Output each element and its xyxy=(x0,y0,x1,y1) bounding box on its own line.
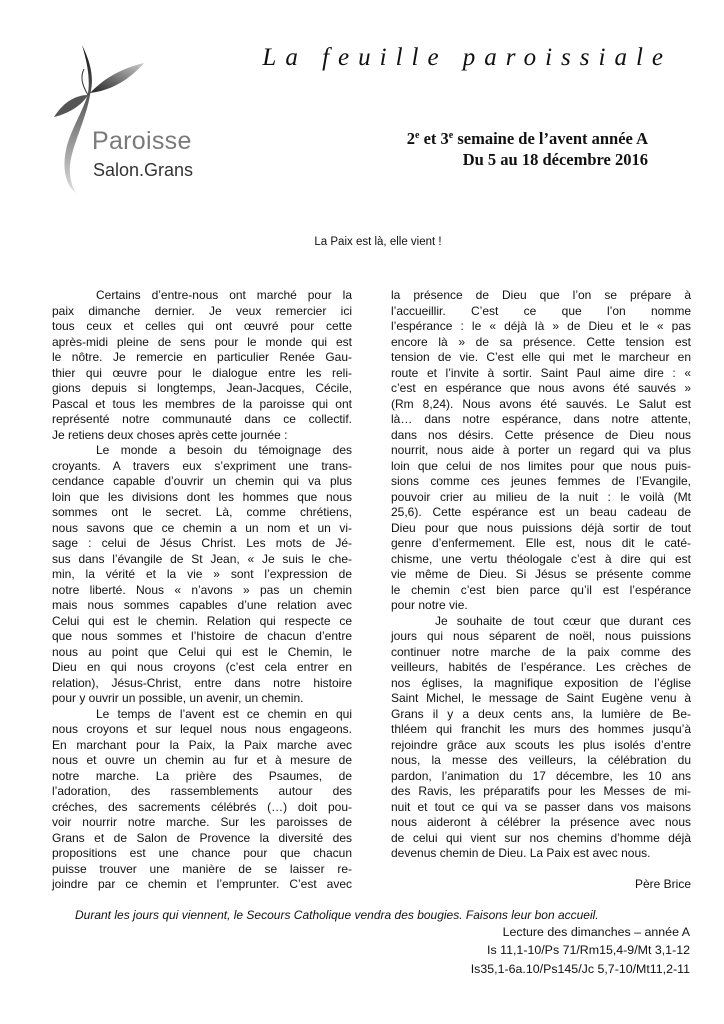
text-line: pouvoir crier au milieu de la nuit : le voilà (Mt xyxy=(391,489,691,504)
issue-subtitle xyxy=(407,128,648,170)
paragraph xyxy=(52,288,352,443)
issue-weeks xyxy=(407,128,648,149)
text-line: Le monde a besoin du témoignage des xyxy=(96,443,352,457)
text-line: propositions est une chance pour que chacun xyxy=(52,846,352,860)
text-line: nos églises, la magnifique exposition de l’église xyxy=(391,675,691,690)
text-line: nous croyons et sur lequel nous nous engageons. xyxy=(52,722,352,736)
text-line: Pascal et tous les membres de la paroisse qui ont xyxy=(52,396,352,411)
paragraph xyxy=(391,614,691,862)
paragraph xyxy=(391,288,691,614)
logo-text-salon-grans: Salon.Grans xyxy=(93,160,194,180)
text-line: loin que les divisions dont les hommes que nous xyxy=(52,489,352,504)
text-line: là… dans notre espérance, dans notre attente, xyxy=(391,412,691,426)
text-line: paix dimanche dernier. Je veux remercier ici xyxy=(52,303,352,318)
text-line: sus dans l’évangile de St Jean, « Je suis le che- xyxy=(52,551,352,566)
page-title: La feuille paroissiale xyxy=(262,44,672,71)
text-line: pour notre vie. xyxy=(391,598,468,612)
text-line: thléem qui franchit les murs des hommes jusqu’à xyxy=(391,722,691,736)
text-line: thier qui œuvre pour le dialogue entre les reli- xyxy=(52,365,352,380)
text-line: le chemin c’est bien parce qu’il est l’espérance xyxy=(391,582,691,597)
superscript: e xyxy=(448,130,454,141)
text-line: route et l’invite à sortir. Saint Paul aime dire : « xyxy=(391,365,691,380)
text-line: rejoindre grâce aux scouts les plus isolés d’entre xyxy=(391,737,691,752)
article-headline: La Paix est là, elle vient ! xyxy=(314,236,442,248)
signature: Père Brice xyxy=(634,877,691,891)
text-line: notre marche. La prière des Psaumes, de xyxy=(52,768,352,783)
text-line: Dieu pour que nous puissions déjà sortir de tout xyxy=(391,520,691,535)
text-line: mais nous sommes capables d’une relation avec xyxy=(52,598,352,612)
readings-line: Is35,1-6a.10/Ps145/Jc 5,7-10/Mt11,2-11 xyxy=(470,962,690,976)
text-line: nous aideront à célébrer la présence avec nous xyxy=(391,815,691,829)
text-line: nous savons que ce chemin a un nom et un vi- xyxy=(52,520,352,535)
text-line: après-midi pleine de sens pour le monde qui est xyxy=(52,334,352,349)
text-line: tension de vie. C’est elle qui met le marcheur en xyxy=(391,350,691,364)
text-line: (Rm 8,24). Nous avons été sauvés. Le Salut est xyxy=(391,396,691,411)
text-line: Grans et de Salon de Provence la diversité des xyxy=(52,830,352,845)
text-line: des Ravis, les préparatifs pour les Messes de mi- xyxy=(391,784,691,798)
text-line: gions depuis si longtemps, Jean-Jacques, Cécile, xyxy=(52,381,352,395)
text-line: pour y ouvrir un possible, un avenir, un chemin. xyxy=(52,691,304,705)
text-line: devenus chemin de Dieu. La Paix est avec nous. xyxy=(391,846,651,860)
text-line: Certains d’entre-nous ont marché pour la xyxy=(96,288,352,302)
text-line: puisse trouver une manière de se laisser re- xyxy=(52,861,352,876)
text-line: c’est en espérance que nous avons été sauvés » xyxy=(391,381,691,395)
text-line: genre d’enfermement. Elle est, nous dit le caté- xyxy=(391,536,691,550)
readings-block xyxy=(471,924,690,979)
text-line: min, la vérité et la vie » sont l’expression de xyxy=(52,567,352,581)
text-line: l’adoration, des rassemblements autour des xyxy=(52,784,352,798)
text-line: notre liberté. Nous « n’avons » pas un chemin xyxy=(52,582,352,597)
week-label: semaine de l’avent année A xyxy=(453,129,648,148)
text-line: sage : celui de Jésus Christ. Les mots de Jé- xyxy=(52,536,352,550)
text-line: Je retiens deux choses après cette journée : xyxy=(52,427,288,442)
text-line: nourrit, nous aide à porter un regard qui va plus xyxy=(391,443,691,457)
text-line: sions comme ces jeunes femmes de l’Evangile, xyxy=(391,474,691,488)
text-line: relation), Jésus-Christ, entre dans notre histoire xyxy=(52,675,352,690)
readings-title: Lecture des dimanches – année A xyxy=(502,925,690,939)
text-line: le nôtre. Je remercie en particulier Renée Gau- xyxy=(52,350,352,364)
week-number: et 3 xyxy=(419,129,449,148)
text-line: de celui qui vient sur nos chemins d’homme déjà xyxy=(391,830,691,845)
text-line: jours qui nous séparent de noël, nous puissions xyxy=(391,629,691,643)
text-line: croyants. A travers eux s’expriment une trans- xyxy=(52,458,352,473)
article-column-left xyxy=(52,288,352,893)
text-line: la présence de Dieu que l’on se prépare à xyxy=(391,288,691,302)
paragraph xyxy=(52,707,352,893)
text-line: encore là » de sa présence. Cette tension est xyxy=(391,334,691,349)
text-line: nuit et tout ce qui va se passer dans vos maisons xyxy=(391,799,691,814)
text-line: En marchant pour la Paix, la Paix marche avec xyxy=(52,737,352,752)
superscript: e xyxy=(414,130,420,141)
text-line: Saint Michel, le message de Saint Eugène venu à xyxy=(391,691,691,705)
text-line: voir nourrir notre marche. Sur les paroisses de xyxy=(52,815,352,829)
text-line: Le temps de l’avent est ce chemin en qui xyxy=(96,706,352,721)
issue-dates: Du 5 au 18 décembre 2016 xyxy=(462,150,648,169)
text-line: veilleurs, habités de l’espérance. Les crèches de xyxy=(391,660,691,674)
text-line: nous, la messe des veilleurs, la célébration du xyxy=(391,753,691,767)
text-line: Grans il y a deux cents ans, la lumière de Be- xyxy=(391,706,691,721)
text-line: loin que celui de nos limites pour que nous puis- xyxy=(391,458,691,473)
text-line: joindre par ce chemin et l’emprunter. C’est avec xyxy=(52,877,352,891)
text-line: représenté notre communauté dans ce collectif. xyxy=(52,412,352,426)
text-line: continuer notre marche de la paix comme des xyxy=(391,644,691,659)
text-line: 25,6). Cette espérance est un beau cadeau de xyxy=(391,505,691,519)
text-line: créches, des sacrements célébrés (…) doit pou- xyxy=(52,799,352,814)
readings-line: Is 11,1-10/Ps 71/Rm15,4-9/Mt 3,1-12 xyxy=(487,942,690,957)
logo-text-paroisse: Paroisse xyxy=(92,127,192,155)
text-line: chisme, une vertu théologale c’est à dire qui est xyxy=(391,551,691,566)
week-number: 2 xyxy=(406,129,415,148)
footer-notice: Durant les jours qui viennent, le Secours Catholique vendra des bougies. Faisons leur bon accueil. xyxy=(75,908,599,922)
text-line: cendance capable d’ouvrir un chemin qui va plus xyxy=(52,474,352,488)
text-line: Dieu en qui nous croyons (c’est cela entrer en xyxy=(52,660,352,674)
article-column-right xyxy=(391,288,691,893)
text-line: sommes ont le secret. Là, comme chrétiens, xyxy=(52,505,352,519)
text-line: Celui qui est le chemin. Relation qui respecte ce xyxy=(52,613,352,628)
text-line: dans nos désirs. Cette présence de Dieu nous xyxy=(391,427,691,442)
text-line: nous au point que Celui qui est le Chemin, le xyxy=(52,644,352,659)
text-line: pardon, l’animation du 17 décembre, les 10 ans xyxy=(391,768,691,783)
paragraph xyxy=(52,443,352,707)
text-line: l’accueillir. C’est ce que l’on nomme xyxy=(391,303,691,318)
text-line: tous ceux et celles qui ont œuvré pour cette xyxy=(52,319,352,333)
text-line: l’espérance : le « déjà là » de Dieu et le « pas xyxy=(391,319,691,333)
text-line: vie même de Dieu. Si Jésus se présente comme xyxy=(391,567,691,581)
text-line: que nous sommes et l’histoire de chacun d’entre xyxy=(52,629,352,643)
text-line: Je souhaite de tout cœur que durant ces xyxy=(435,613,691,628)
text-line: nous et ouvre un chemin au fur et à mesure de xyxy=(52,753,352,767)
